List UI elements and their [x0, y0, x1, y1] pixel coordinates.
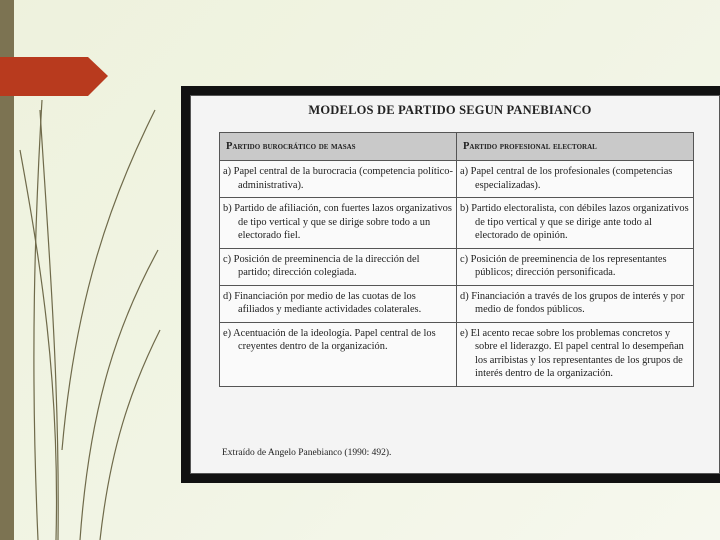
table-cell: d) Financiación a través de los grupos de interés y por medio de fondos públicos.	[457, 285, 694, 322]
source-citation: Extraído de Angelo Panebianco (1990: 492).	[222, 448, 392, 458]
table-row	[220, 198, 694, 249]
table-cell: d) Financiación por medio de las cuotas de los afiliados y mediante actividades colaterales.	[220, 285, 457, 322]
table-cell: b) Partido de afiliación, con fuertes lazos organizativos de tipo vertical y que se dirige sobre todo a un electorado fiel.	[220, 198, 457, 249]
table-cell: e) Acentuación de la ideología. Papel central de los creyentes dentro de la organización.	[220, 322, 457, 386]
table-cell: a) Papel central de la burocracia (competencia político-administrativa).	[220, 161, 457, 198]
table-cell: c) Posición de preeminencia de la dirección del partido; dirección colegiada.	[220, 248, 457, 285]
header-bureaucratic-party: Partido burocrático de masas	[220, 133, 457, 161]
document-title: MODELOS DE PARTIDO SEGUN PANEBIANCO	[308, 103, 592, 117]
party-models-table	[219, 132, 694, 387]
table-row	[220, 161, 694, 198]
table-cell: e) El acento recae sobre los problemas concretos y sobre el liderazgo. El papel central lo desempeñan los arribistas y los representantes de los grupos de interés dentro de la organización.	[457, 322, 694, 386]
header-professional-party: Partido profesional electoral	[457, 133, 694, 161]
table-row	[220, 322, 694, 386]
table-header-row	[220, 133, 694, 161]
table-row	[220, 285, 694, 322]
decorative-curves	[0, 0, 180, 540]
table-cell: a) Papel central de los profesionales (competencias especializadas).	[457, 161, 694, 198]
table-cell: b) Partido electoralista, con débiles lazos organizativos de tipo vertical y que se dirige ante todo al electorado de opinión.	[457, 198, 694, 249]
table-cell: c) Posición de preeminencia de los representantes públicos; dirección personificada.	[457, 248, 694, 285]
table-row	[220, 248, 694, 285]
